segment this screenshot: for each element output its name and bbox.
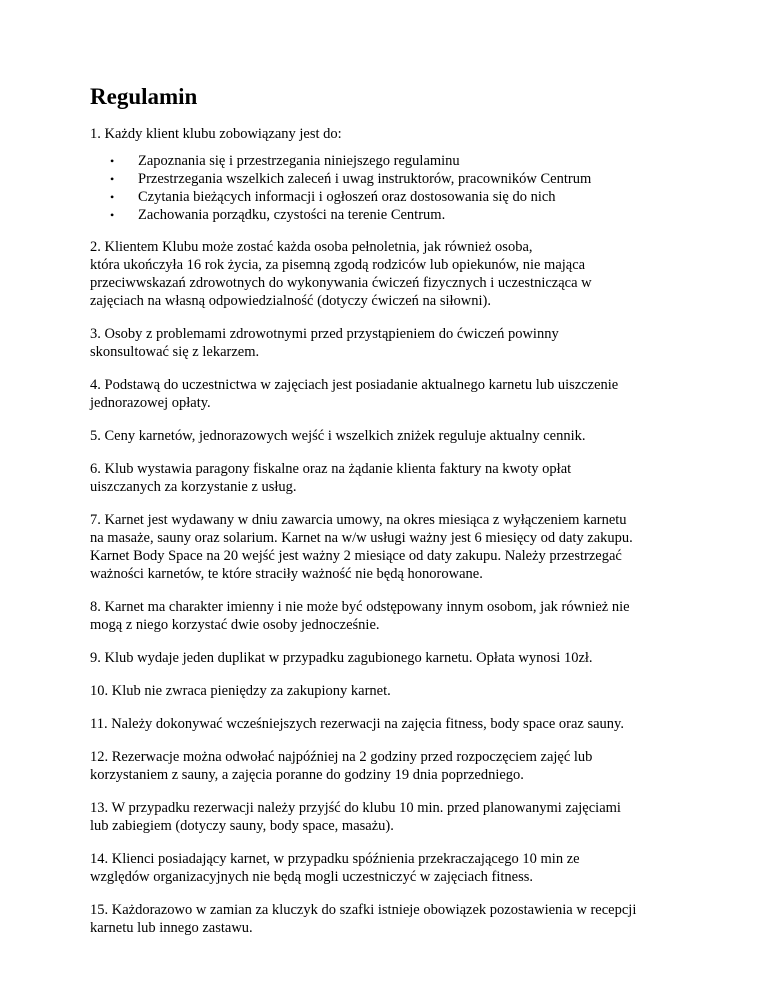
bullet-icon: •: [110, 172, 115, 186]
list-item-text: Zapoznania się i przestrzegania niniejszego regulaminu: [138, 153, 460, 169]
rule-3: 3. Osoby z problemami zdrowotnymi przed przystąpieniem do ćwiczeń powinny skonsultować się z lekarzem.: [90, 326, 559, 360]
rule-12: 12. Rezerwacje można odwołać najpóźniej na 2 godziny przed rozpoczęciem zajęć lub korzystaniem z sauny, a zajęcia poranne do godziny 19 dnia poprzedniego.: [90, 749, 593, 783]
rule-10: 10. Klub nie zwraca pieniędzy za zakupiony karnet.: [90, 683, 391, 699]
bullet-icon: •: [110, 208, 115, 222]
rule-9: 9. Klub wydaje jeden duplikat w przypadku zagubionego karnetu. Opłata wynosi 10zł.: [90, 650, 593, 666]
rule-11: 11. Należy dokonywać wcześniejszych rezerwacji na zajęcia fitness, body space oraz sauny.: [90, 716, 624, 732]
bullet-icon: •: [110, 190, 115, 204]
list-item: [110, 206, 690, 224]
bullet-icon: •: [110, 154, 115, 168]
list-item: [110, 170, 690, 188]
rule-7: 7. Karnet jest wydawany w dniu zawarcia umowy, na okres miesiąca z wyłączeniem karnetu na masaże, sauny oraz solarium. Karnet na w/w usługi ważny jest 6 miesięcy od daty zakupu. Karnet Body Space na 20 wejść jest ważny 2 miesiące od daty zakupu. Należy przestrzegać ważności karnetów, te które straciły ważność nie będą honorowane.: [90, 512, 633, 582]
rule-13: 13. W przypadku rezerwacji należy przyjść do klubu 10 min. przed planowanymi zajęciami lub zabiegiem (dotyczy sauny, body space, masażu).: [90, 800, 621, 834]
list-item-text: Przestrzegania wszelkich zaleceń i uwag instruktorów, pracowników Centrum: [138, 171, 592, 187]
list-item: [110, 152, 690, 170]
page-title: Regulamin: [90, 84, 198, 109]
list-item-text: Zachowania porządku, czystości na terenie Centrum.: [138, 207, 446, 223]
list-item-text: Czytania bieżących informacji i ogłoszeń oraz dostosowania się do nich: [138, 189, 556, 205]
rule-8: 8. Karnet ma charakter imienny i nie może być odstępowany innym osobom, jak również nie mogą z niego korzystać dwie osoby jednocześnie.: [90, 599, 630, 633]
rule-1-bullet-list: [90, 152, 690, 224]
rule-6: 6. Klub wystawia paragony fiskalne oraz na żądanie klienta faktury na kwoty opłat uiszczanych za korzystanie z usług.: [90, 461, 572, 495]
rule-2: 2. Klientem Klubu może zostać każda osoba pełnoletnia, jak również osoba, która ukończyła 16 rok życia, za pisemną zgodą rodziców lub opiekunów, nie mająca przeciwwskazań zdrowotnych do wykonywania ćwiczeń fizycznych i uczestnicząca w zajęciach na własną odpowiedzialność (dotyczy ćwiczeń na siłowni).: [90, 239, 592, 309]
rule-15: 15. Każdorazowo w zamian za kluczyk do szafki istnieje obowiązek pozostawienia w recepcji karnetu lub innego zastawu.: [90, 902, 637, 936]
list-item: [110, 188, 690, 206]
rule-1-intro: 1. Każdy klient klubu zobowiązany jest do:: [90, 126, 342, 142]
document-page: [90, 82, 690, 952]
rule-4: 4. Podstawą do uczestnictwa w zajęciach jest posiadanie aktualnego karnetu lub uiszczenie jednorazowej opłaty.: [90, 377, 619, 411]
rule-5: 5. Ceny karnetów, jednorazowych wejść i wszelkich zniżek reguluje aktualny cennik.: [90, 428, 586, 444]
rule-14: 14. Klienci posiadający karnet, w przypadku spóźnienia przekraczającego 10 min ze względów organizacyjnych nie będą mogli uczestniczyć w zajęciach fitness.: [90, 851, 580, 885]
